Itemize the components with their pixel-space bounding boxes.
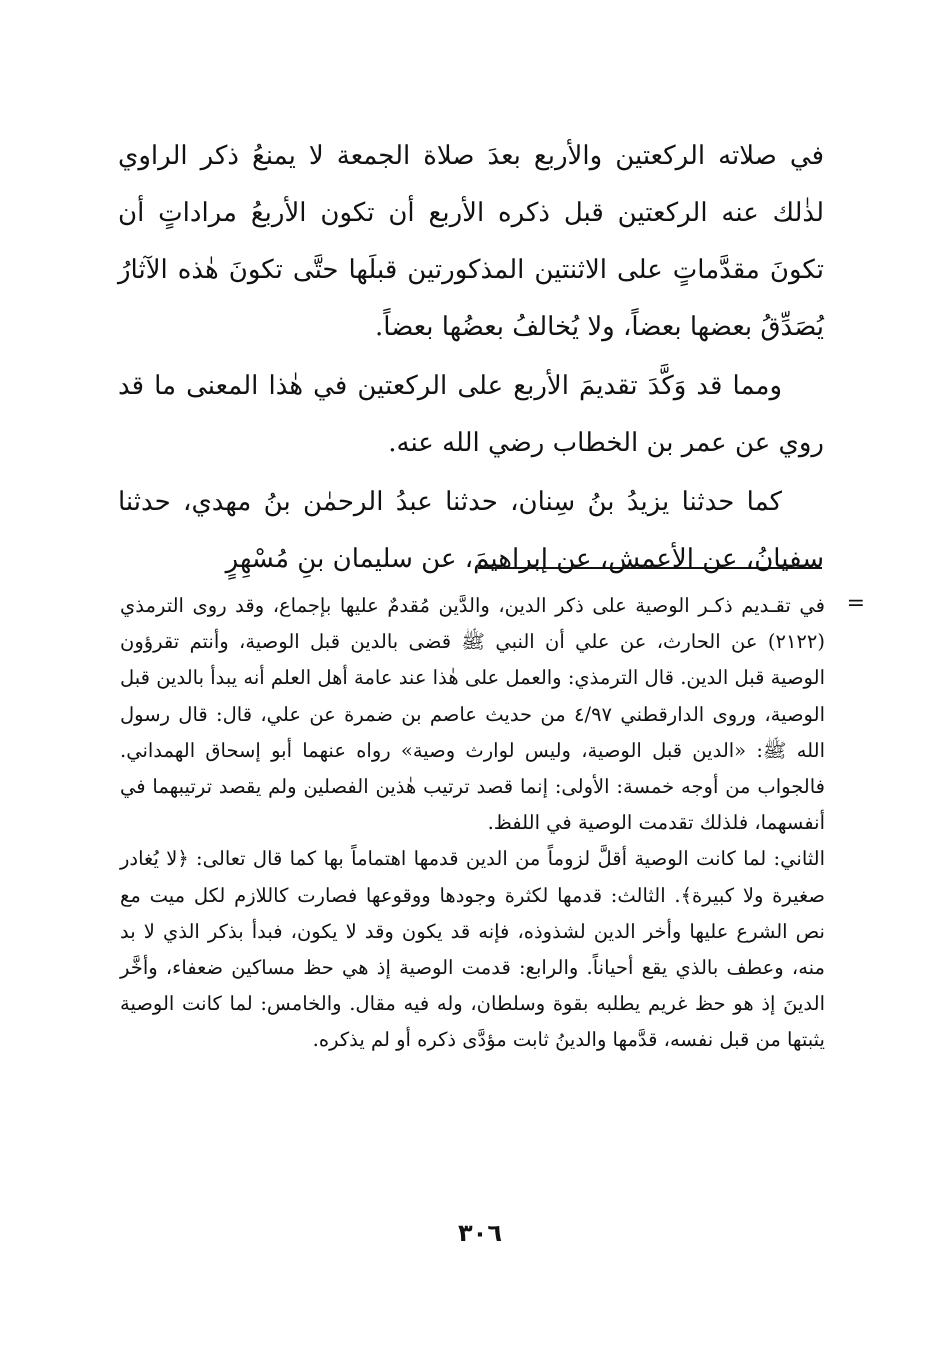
main-paragraph: ومما قد وَكَّدَ تقديمَ الأربع على الركعتين في هٰذا المعنى ما قد روي عن عمر بن الخطاب رضي الله عنه.: [118, 371, 824, 458]
footnote-continuation-mark: =: [846, 591, 865, 616]
footnotes: [120, 588, 865, 1059]
footnote-divider: [478, 567, 822, 569]
footnote-paragraph: في تقـديم ذكـر الوصية على ذكر الدين، والدَّين مُقدمٌ عليها بإجماع، وقد روى الترمذي (٢١٢٢) عن الحارث، عن علي أن النبي ﷺ قضى بالدين قبل الوصية، وأنتم تقرؤون الوصية قبل الدين. قال الترمذي: والعمل على هٰذا عند عامة أهل العلم أنه يبدأ بالدين قبل الوصية، وروى الدارقطني ٤/٩٧ من حديث عاصم بن ضمرة عن علي، قال: قال رسول الله ﷺ: «الدين قبل الوصية، وليس لوارث وصية» رواه عنهما أبو إسحاق الهمداني. فالجواب من أوجه خمسة: الأولى: إنما قصد ترتيب هٰذين الفصلين ولم يقصد ترتيبهما في أنفسهما، فلذلك تقدمت الوصية في اللفظ.: [120, 594, 825, 835]
page-number: ٣٠٦: [458, 1219, 502, 1247]
main-paragraph: كما حدثنا يزيدُ بنُ سِنان، حدثنا عبدُ الرحمٰن بنُ مهدي، حدثنا سفيانُ، عن الأعمش، عن إبراهيمَ، عن سليمان بنِ مُسْهِرٍ: [118, 487, 824, 574]
footnote-paragraph: الثاني: لما كانت الوصية أقلَّ لزوماً من الدين قدمها اهتماماً بها كما قال تعالى: ﴿لا يُغادر صغيرة ولا كبيرة﴾. الثالث: قدمها لكثرة وجودها ووقوعها فصارت كاللازم لكل ميت مع نص الشرع عليها وأخر الدين لشذوذه، فإنه قد يكون وقد لا يكون، فبدأ بذكر الذي لا بد منه، وعطف بالذي يقع أحياناً. والرابع: قدمت الوصية إذ هي حظ مساكين ضعفاء، وأخَّر الدينَ إذ هو حظ غريم يطلبه بقوة وسلطان، وله فيه مقال. والخامس: لما كانت الوصية يثبتها من قبل نفسه، قدَّمها والدينُ ثابت مؤدَّى ذكره أو لم يذكره.: [120, 847, 825, 1052]
main-paragraph: في صلاته الركعتين والأربع بعدَ صلاة الجمعة لا يمنعُ ذكر الراوي لذٰلك عنه الركعتين قبل ذكره الأربع أن تكون الأربعُ مراداتٍ أن تكونَ مقدَّماتٍ على الاثنتين المذكورتين قبلَها حتَّى تكونَ هٰذه الآثارُ يُصَدِّقُ بعضها بعضاً، ولا يُخالفُ بعضُها بعضاً.: [118, 141, 824, 342]
main-text: [118, 128, 824, 588]
